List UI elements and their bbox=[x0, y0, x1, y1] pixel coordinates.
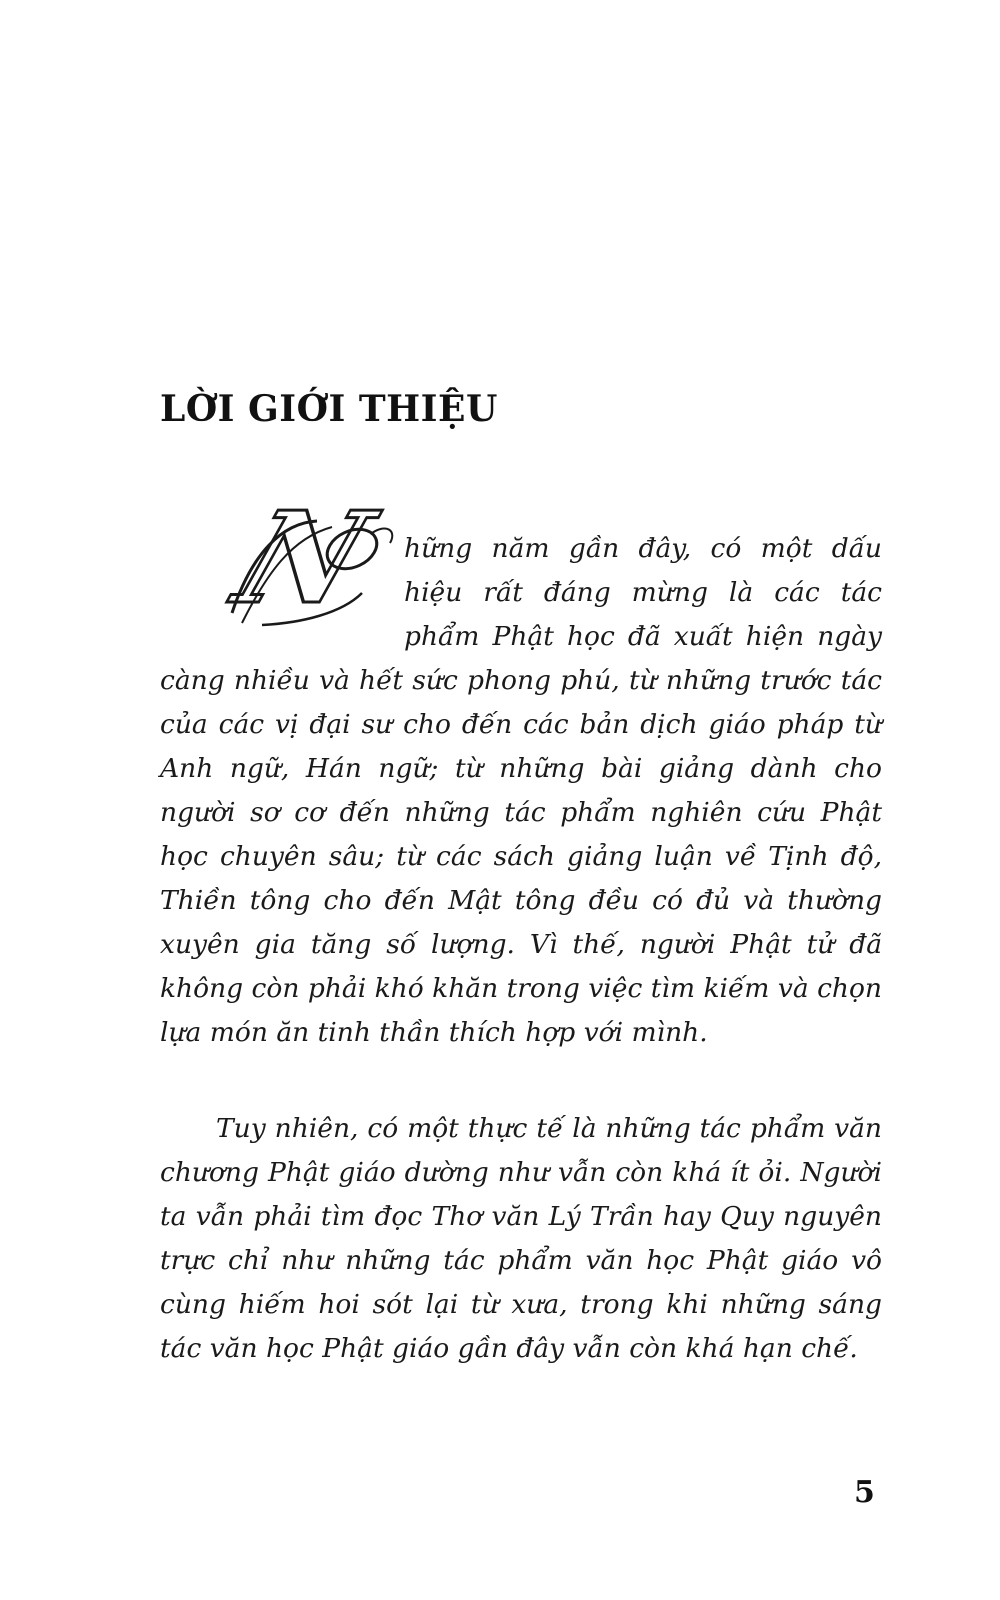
chapter-title: LỜI GIỚI THIỆU bbox=[160, 388, 498, 430]
paragraph-first bbox=[160, 484, 882, 1055]
page-number: 5 bbox=[854, 1475, 875, 1510]
paragraph-second: Tuy nhiên, có một thực tế là những tác phẩm văn chương Phật giáo dường như vẫn còn khá ít ỏi. Người ta vẫn phải tìm đọc Thơ văn Lý Trần hay Quy nguyên trực chỉ như những tác phẩm văn học Phật giáo vô cùng hiếm hoi sót lại từ xưa, trong khi những sáng tác văn học Phật giáo gần đây vẫn còn khá hạn chế. bbox=[160, 1113, 882, 1364]
paragraph-first-text: hững năm gần đây, có một dấu hiệu rất đáng mừng là các tác phẩm Phật học đã xuất hiện ngày càng nhiều và hết sức phong phú, từ những trước tác của các vị đại sư cho đến các bản dịch giáo pháp từ Anh ngữ, Hán ngữ; từ những bài giảng dành cho người sơ cơ đến những tác phẩm nghiên cứu Phật học chuyên sâu; từ các sách giảng luận về Tịnh độ, Thiền tông cho đến Mật tông đều có đủ và thường xuyên gia tăng số lượng. Vì thế, người Phật tử đã không còn phải khó khăn trong việc tìm kiếm và chọn lựa món ăn tinh thần thích hợp với mình. bbox=[160, 533, 882, 1048]
drop-cap-letter: N bbox=[219, 484, 389, 632]
drop-cap bbox=[160, 484, 402, 632]
